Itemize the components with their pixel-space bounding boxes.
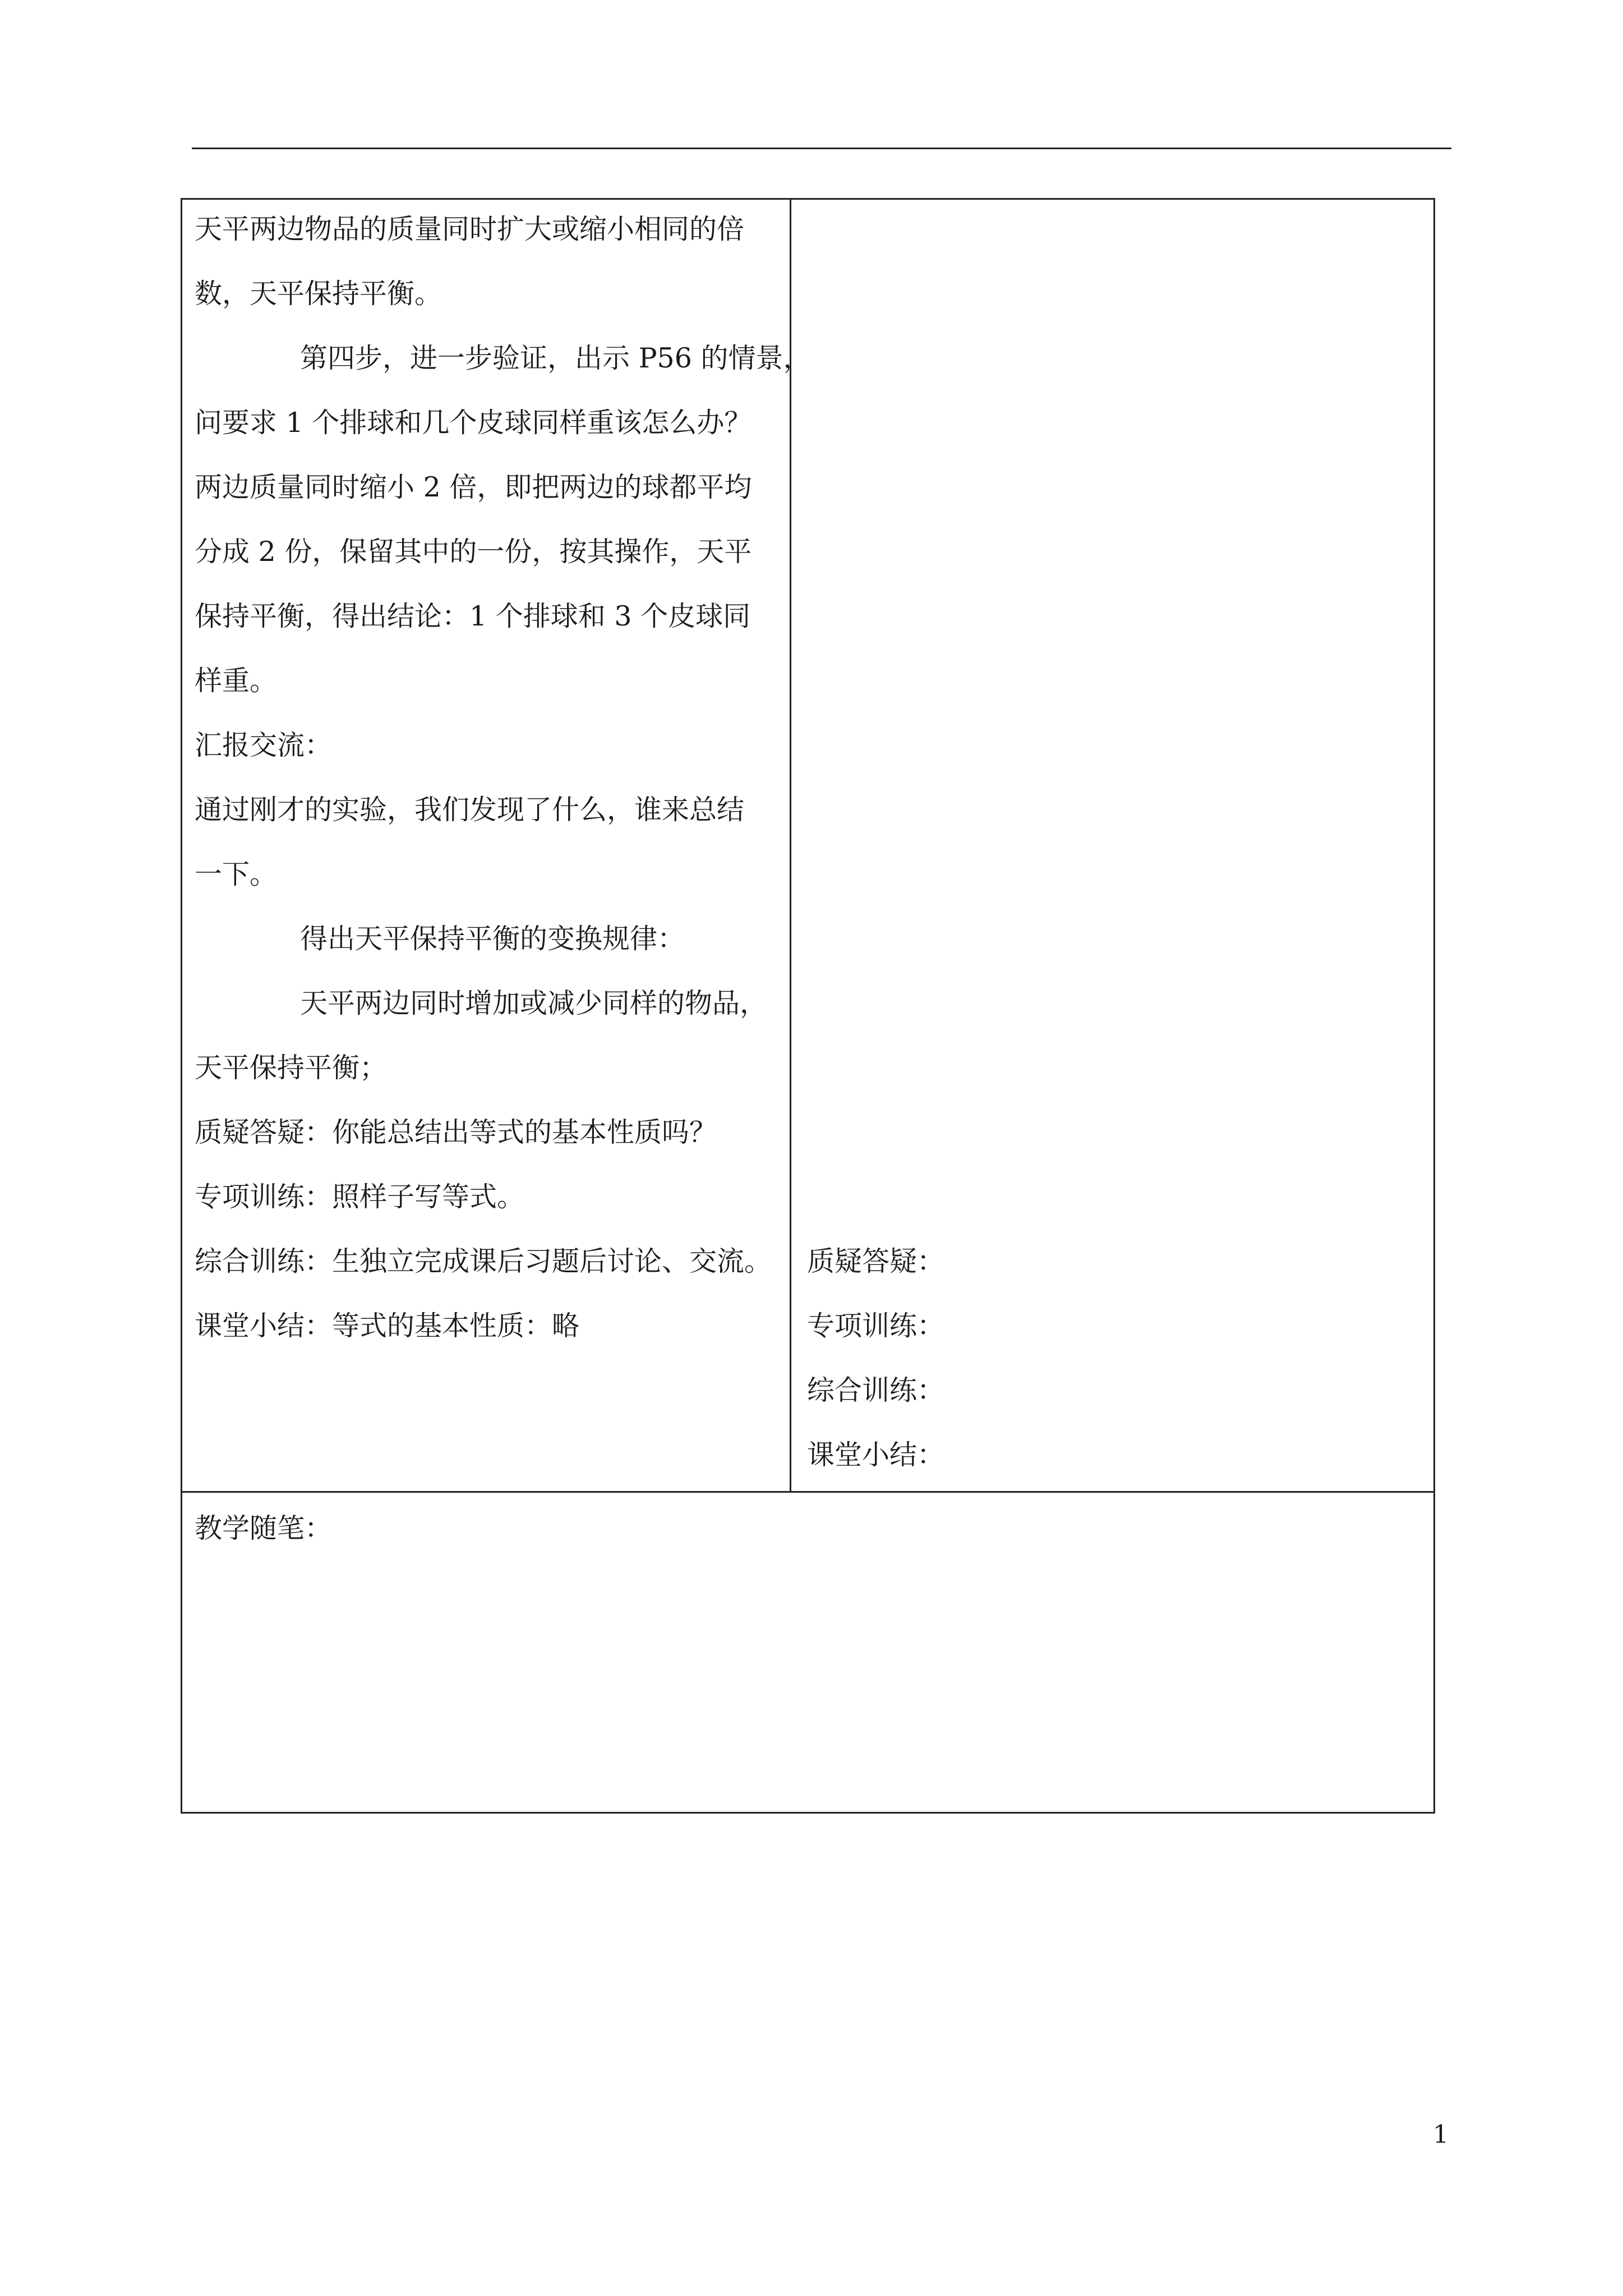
text-line: 综合训练：	[807, 1374, 945, 1406]
text-line: 天平两边同时增加或减少同样的物品，	[300, 987, 768, 1019]
header-rule	[192, 148, 1451, 149]
text-line: 天平保持平衡；	[195, 1052, 388, 1084]
text-line: 保持平衡，得出结论：1 个排球和 3 个皮球同	[195, 600, 751, 632]
text-line: 专项训练：	[807, 1310, 945, 1342]
text-line: 质疑答疑：	[807, 1245, 945, 1277]
lesson-plan-table	[181, 198, 1435, 1814]
text-line: 天平两边物品的质量同时扩大或缩小相同的倍	[195, 213, 745, 245]
student-activity-cell	[791, 200, 1433, 1491]
text-line: 课堂小结：	[807, 1439, 945, 1471]
text-line: 质疑答疑：你能总结出等式的基本性质吗？	[195, 1116, 717, 1148]
page-number: 1	[1433, 2120, 1449, 2149]
text-line: 样重。	[195, 665, 278, 697]
teaching-process-row	[182, 200, 1433, 1493]
text-line: 专项训练：照样子写等式。	[195, 1181, 525, 1213]
text-line: 分成 2 份，保留其中的一份，按其操作，天平	[195, 536, 752, 568]
teacher-activity-cell	[182, 200, 811, 1491]
text-line: 第四步，进一步验证，出示 P56 的情景，	[300, 342, 811, 374]
teaching-notes-row	[182, 1493, 1433, 1812]
text-line: 一下。	[195, 858, 278, 890]
notes-label: 教学随笔：	[195, 1512, 333, 1544]
text-line: 数，天平保持平衡。	[195, 278, 442, 310]
text-line: 得出天平保持平衡的变换规律：	[300, 923, 685, 955]
text-line: 综合训练：生独立完成课后习题后讨论、交流。	[195, 1245, 772, 1277]
text-line: 两边质量同时缩小 2 倍，即把两边的球都平均	[195, 471, 752, 503]
text-line: 课堂小结：等式的基本性质：略	[195, 1310, 580, 1342]
text-line: 通过刚才的实验，我们发现了什么，谁来总结	[195, 794, 745, 826]
text-line: 汇报交流：	[195, 729, 333, 761]
text-line: 问要求 1 个排球和几个皮球同样重该怎么办？	[195, 407, 752, 439]
